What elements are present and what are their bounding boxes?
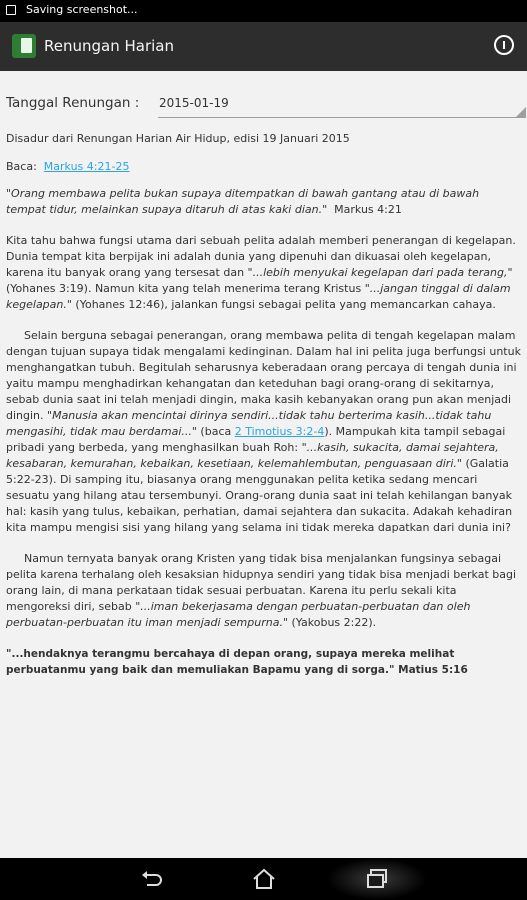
navigation-bar <box>0 858 527 900</box>
p3-text-a: Namun ternyata banyak orang Kristen yang tidak bisa menjalankan fungsinya sebagai pelita karena terhalang oleh kesaksian hidupnya sendiri yang tidak bisa menjadi berkat bagi orang lain, di mana perkataan tidak sesuai perbuatan. Karena itu perlu sekali kita mengoreksi diri, sebab <box>6 552 517 613</box>
p2-quote-1: "Manusia akan mencintai dirinya sendiri...tidak tahu berterima kasih...tidak tahu mengasihi, tidak mau berdamai..." <box>6 409 492 438</box>
status-notification: Saving screenshot... <box>26 3 138 16</box>
status-bar <box>0 0 527 22</box>
devotion-content[interactable] <box>0 71 527 858</box>
p1-quote-2: "...jangan tinggal di dalam kegelapan." <box>6 282 511 311</box>
p1-quote-1: "...lebih menyukai kegelapan dari pada terang," <box>247 266 513 279</box>
p3-quote: "...iman bekerjasama dengan perbuatan-perbuatan dan oleh perbuatan-perbuatan itu iman menjadi sempurna." <box>6 600 471 629</box>
p2-text-d: (Galatia 5:22-23). Di samping itu, biasanya orang menggunakan pelita ketika sedang mencari sesuatu yang hilang atau tersembunyi. Orang-orang dunia saat ini telah kehilangan banyak hal: kasih yang tulus, kebaikan, perhatian, damai sejahtera dan sukacita. Adakah kehadiran kita mampu mengisi sisi yang hilang yang selama ini tidak mereka dapatkan dari dunia ini? <box>6 457 513 534</box>
p2-text-b: (baca <box>196 425 235 438</box>
date-spinner[interactable]: 2015-01-19 <box>159 96 229 110</box>
home-icon[interactable] <box>251 866 277 892</box>
key-verse-text: "Orang membawa pelita bukan supaya ditempatkan di bawah gantang atau di bawah tempat tidur, melainkan supaya ditaruh di atas kaki dian." <box>6 187 480 216</box>
p1-text-c: (Yohanes 12:46), jalankan fungsi sebagai pelita yang memancarkan cahaya. <box>71 298 496 311</box>
closing-ref: Matius 5:16 <box>394 664 468 676</box>
screenshot-icon <box>6 5 16 15</box>
closing-verse <box>6 646 522 678</box>
p2-text-c: ). Mampukah kita tampil sebagai pribadi yang berbeda, yang menghasilkan buah Roh: <box>6 425 506 454</box>
key-verse-ref: Markus 4:21 <box>334 203 402 216</box>
paragraph-3 <box>6 551 522 631</box>
p2-text-a: Selain berguna sebagai penerangan, orang membawa pelita di tengah kegelapan malam dengan tujuan supaya tidak mengalami kedinginan. Dalam hal ini pelita juga berfungsi untuk menghangatkan tubuh. Begitulah seharusnya keberadaan orang percaya di tengah dunia ini yaitu mampu menghadirkan kehangatan dan keteduhan bagi orang-orang di sekitarnya, sebab dunia saat ini telah menjadi dingin, maka kasih kebanyakan orang pun akan menjadi dingin. <box>6 329 521 422</box>
book-icon <box>12 34 36 58</box>
key-verse <box>6 186 522 218</box>
p1-text-a: Kita tahu bahwa fungsi utama dari sebuah pelita adalah memberi penerangan di kegelapan. Dunia tempat kita berpijak ini adalah dunia yang dipenuhi dan dikuasai oleh kegelapan, karena itu banyak orang yang tersesat dan <box>6 234 516 279</box>
source-line: Disadur dari Renungan Harian Air Hidup, edisi 19 Januari 2015 <box>6 132 350 145</box>
recents-icon[interactable] <box>364 866 390 892</box>
paragraph-1 <box>6 233 522 313</box>
info-icon[interactable] <box>494 35 514 55</box>
paragraph-2 <box>6 328 522 536</box>
p1-text-b: (Yohanes 3:19). Namun kita yang telah menerima terang Kristus <box>6 282 365 295</box>
spinner-arrow-icon <box>516 107 526 117</box>
date-label: Tanggal Renungan : <box>6 95 140 111</box>
closing-text: "...hendaknya terangmu bercahaya di depan orang, supaya mereka melihat perbuatanmu yang baik dan memuliakan Bapamu yang di sorga." <box>6 648 455 676</box>
back-icon[interactable] <box>139 866 165 892</box>
date-row <box>6 95 516 125</box>
reading-label: Baca: <box>6 160 37 173</box>
article-body <box>6 131 522 678</box>
reading-line <box>6 159 522 175</box>
p3-text-b: (Yakobus 2:22). <box>288 616 377 629</box>
app-title: Renungan Harian <box>44 37 174 55</box>
reading-link[interactable]: Markus 4:21-25 <box>43 160 130 173</box>
date-spinner-underline[interactable] <box>158 117 526 118</box>
timotius-link[interactable]: 2 Timotius 3:2-4 <box>234 425 325 438</box>
app-bar <box>0 22 527 71</box>
p2-quote-2: "...kasih, sukacita, damai sejahtera, kesabaran, kemurahan, kebaikan, kesetiaan, kelemahlembutan, penguasaan diri." <box>6 441 499 470</box>
